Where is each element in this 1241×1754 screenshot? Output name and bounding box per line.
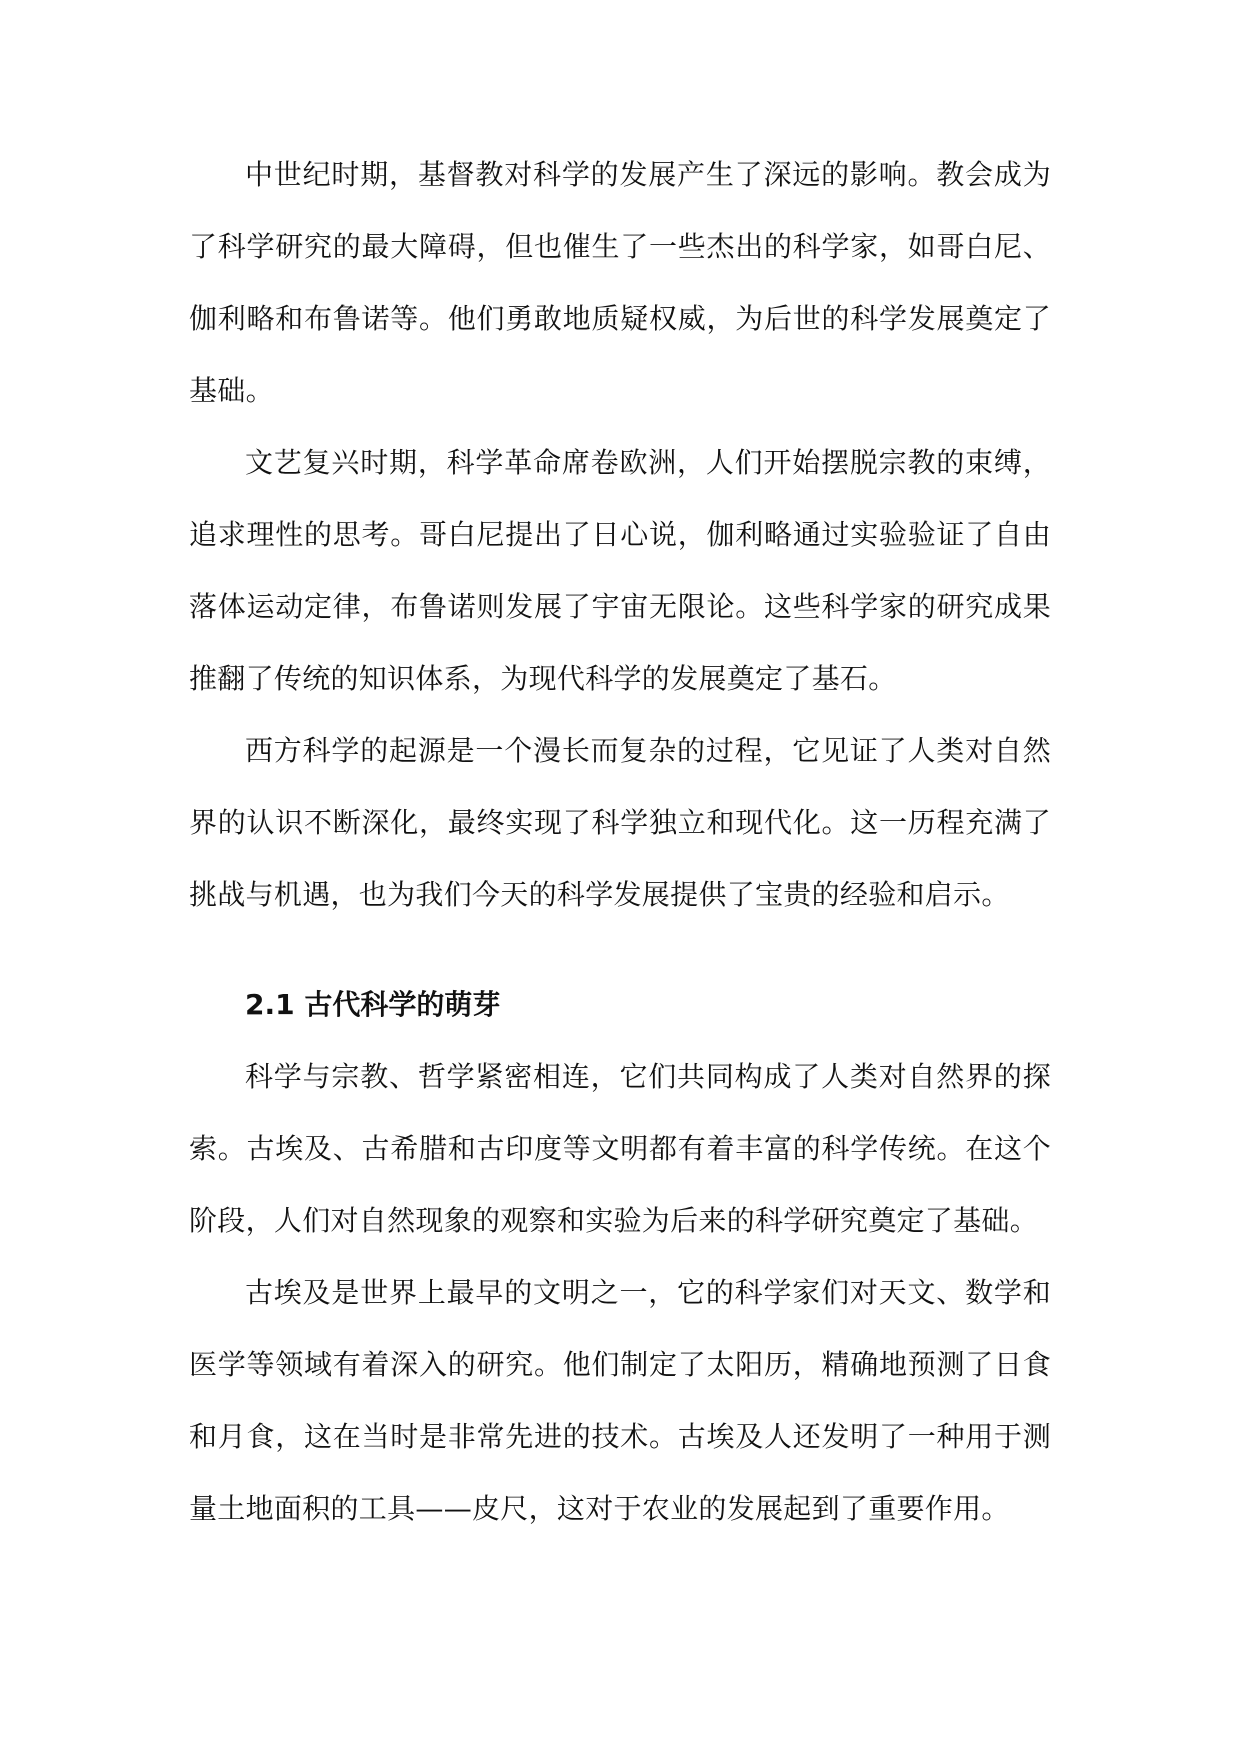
paragraph-science-religion-philosophy: 科学与宗教、哲学紧密相连，它们共同构成了人类对自然界的探索。古埃及、古希腊和古印度等文明都有着丰富的科学传统。在这个阶段，人们对自然现象的观察和实验为后来的科学研究奠定了基础。 [189, 1060, 1051, 1237]
paragraph-renaissance-science: 文艺复兴时期，科学革命席卷欧洲，人们开始摆脱宗教的束缚，追求理性的思考。哥白尼提出了日心说，伽利略通过实验验证了自由落体运动定律，布鲁诺则发展了宇宙无限论。这些科学家的研究成果推翻了传统的知识体系，为现代科学的发展奠定了基石。 [189, 446, 1051, 695]
document-body [189, 139, 1051, 1545]
paragraph-medieval-science: 中世纪时期，基督教对科学的发展产生了深远的影响。教会成为了科学研究的最大障碍，但也催生了一些杰出的科学家，如哥白尼、伽利略和布鲁诺等。他们勇敢地质疑权威，为后世的科学发展奠定了基础。 [189, 158, 1051, 407]
section-heading: 2.1 古代科学的萌芽 [245, 988, 501, 1021]
paragraph-western-science-origin: 西方科学的起源是一个漫长而复杂的过程，它见证了人类对自然界的认识不断深化，最终实现了科学独立和现代化。这一历程充满了挑战与机遇，也为我们今天的科学发展提供了宝贵的经验和启示。 [189, 734, 1051, 911]
paragraph-ancient-egypt: 古埃及是世界上最早的文明之一，它的科学家们对天文、数学和医学等领域有着深入的研究。他们制定了太阳历，精确地预测了日食和月食，这在当时是非常先进的技术。古埃及人还发明了一种用于测量土地面积的工具——皮尺，这对于农业的发展起到了重要作用。 [189, 1276, 1051, 1525]
